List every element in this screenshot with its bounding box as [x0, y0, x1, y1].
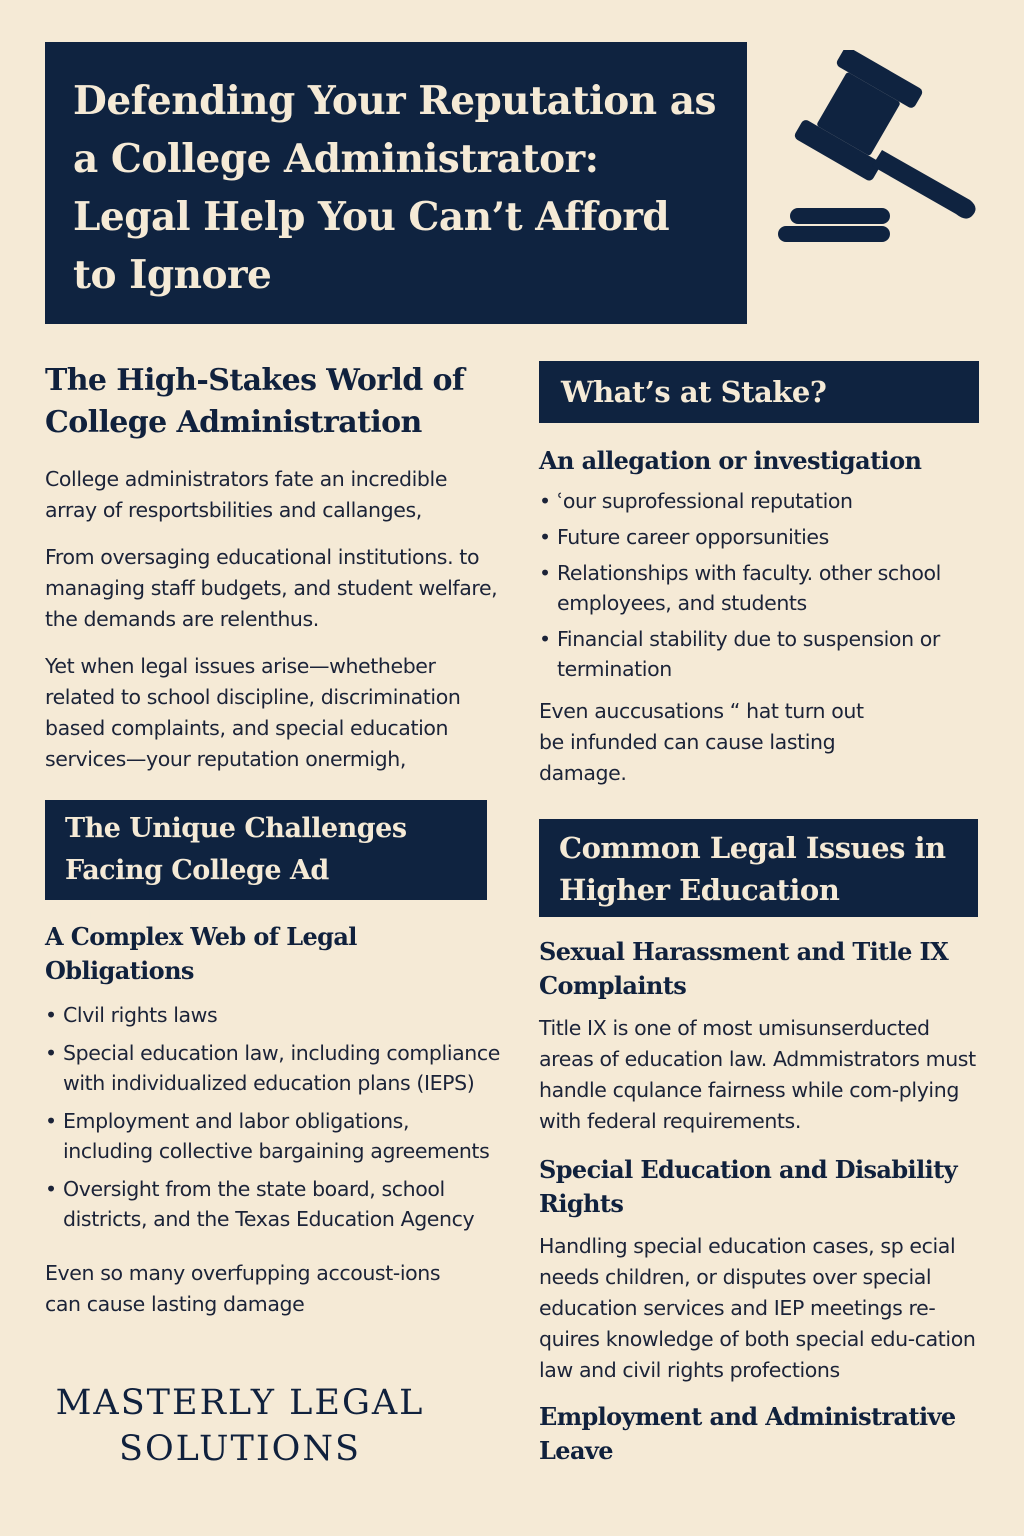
issue-title: Sexual Harassment and Title IX Complaints: [539, 937, 949, 1000]
issue-text: Title IX is one of most umisunserducted areas of education law. Admmistrators must handle cqulance fairness while com-plying with federal requirements.: [539, 1016, 976, 1133]
title-banner: [45, 42, 747, 324]
stake-list: [539, 486, 979, 684]
stake-section: [539, 444, 979, 789]
section-heading: Common Legal Issues in Higher Education: [559, 831, 946, 907]
subheading: A Complex Web of Legal Obligations: [45, 922, 357, 985]
challenges-heading-box: [45, 800, 487, 928]
issue-title: Special Education and Disability Rights: [539, 1155, 957, 1218]
issue-text: Handling special education cases, sp ecial needs children, or disputes over special education services and IEP meetings re-quires knowledge of both special edu-cation law and civil rights profections: [539, 1234, 976, 1382]
list-item: • Special education law, including compliance with individualized education plans (IEPS): [45, 1041, 500, 1095]
list-item: • ʿour suprofessional reputation: [539, 489, 853, 513]
closing-text: Even auccusations “ hat turn out be infunded can cause lasting damage.: [539, 699, 864, 785]
obligations-list: [45, 1000, 500, 1234]
common-issues-heading-box: [539, 819, 978, 917]
list-item: • Financial stability due to suspension or termination: [539, 627, 940, 681]
paragraph: College administrators fate an incredible array of resportsbilities and callanges,: [45, 467, 448, 522]
page-title: Defending Your Reputation as a College Administrator: Legal Help You Can’t Afford to Ignore: [73, 78, 716, 298]
section-heading: The Unique Challenges Facing College Ad ministrators: [65, 813, 407, 928]
list-item: • Future career opporsunities: [539, 525, 829, 549]
list-item: • Oversight from the state board, school districts, and the Texas Education Agency: [45, 1177, 475, 1231]
high-stakes-section: [45, 360, 500, 775]
gavel-icon: [770, 50, 990, 250]
paragraph: Yet when legal issues arise—whetheber related to school discipline, discrimination based complaints, and special education services—your reputation onermigh,: [45, 654, 461, 771]
subheading: An allegation or investigation: [539, 446, 922, 475]
list-item: • Clvil rights laws: [45, 1003, 218, 1027]
issue-title: Employment and Administrative Leave: [539, 1402, 956, 1465]
closing-text: Even so many overfupping accoust-ions can cause lasting damage: [45, 1261, 441, 1316]
challenges-section: [45, 920, 500, 1320]
section-heading: What’s at Stake?: [561, 375, 827, 409]
brand-name: MASTERLY LEGAL SOLUTIONS: [55, 1383, 425, 1469]
stake-heading-box: [539, 361, 979, 423]
common-issues-section: [539, 935, 979, 1468]
list-item: • Employment and labor obligations, including collective bargaining agreements: [45, 1109, 490, 1163]
paragraph: From oversaging educational institutions. to managing staff budgets, and student welfare, the demands are relenthus.: [45, 545, 498, 631]
section-heading: The High-Stakes World of College Administration: [45, 363, 465, 440]
list-item: • Relationships with faculty. other school employees, and students: [539, 561, 941, 615]
